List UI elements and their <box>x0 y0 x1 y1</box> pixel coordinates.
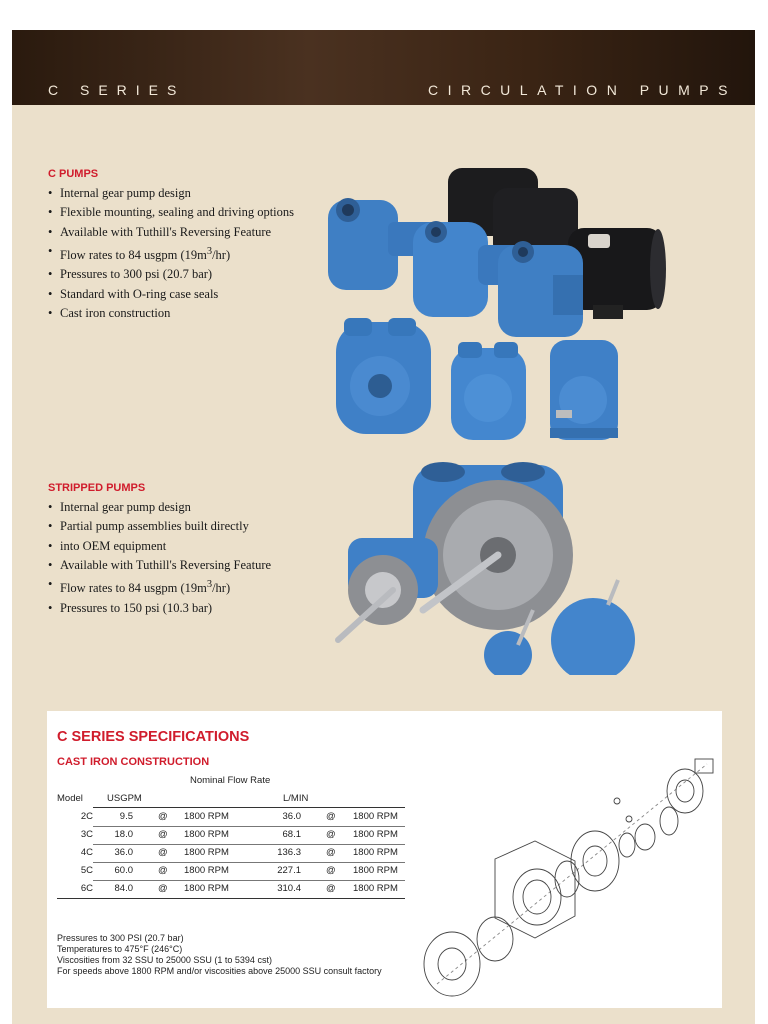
model-cell: 2C <box>80 811 93 822</box>
seal <box>619 833 635 857</box>
pump-casing <box>495 841 575 938</box>
feature-item: • Partial pump assemblies built directly <box>48 517 271 536</box>
usgpm-cell: 84.0 <box>114 883 133 894</box>
bearing <box>635 824 655 850</box>
at-symbol: @ <box>158 865 168 876</box>
c-pumps-photo <box>318 150 668 440</box>
feature-item <box>48 242 294 265</box>
table-row <box>57 862 405 880</box>
header-usgpm: USGPM <box>107 793 142 804</box>
flow-rate-unit: /hr) <box>212 248 231 263</box>
rpm-cell: 1800 RPM <box>184 883 229 894</box>
lmin-cell: 310.4 <box>277 883 301 894</box>
table-row <box>57 808 405 826</box>
at-symbol: @ <box>326 829 336 840</box>
rpm-cell: 1800 RPM <box>184 847 229 858</box>
flow-rate-text: Flow rates to 84 usgpm (19m <box>60 248 207 263</box>
superscript: 3 <box>206 245 213 257</box>
header-model: Model <box>57 793 83 804</box>
category-title: CIRCULATION PUMPS <box>427 82 737 98</box>
lmin-cell: 68.1 <box>282 829 301 840</box>
specifications-title: C SERIES SPECIFICATIONS <box>57 729 250 745</box>
nominal-flow-rate-label: Nominal Flow Rate <box>190 775 271 786</box>
page <box>12 30 755 1024</box>
rpm-cell: 1800 RPM <box>353 883 398 894</box>
at-symbol: @ <box>158 811 168 822</box>
pump-cover <box>551 598 635 675</box>
stripped-pumps-heading: STRIPPED PUMPS <box>48 482 146 494</box>
table-row <box>57 880 405 899</box>
bracket <box>667 769 703 813</box>
feature-item: • Standard with O-ring case seals <box>48 285 294 304</box>
table-header <box>57 790 405 808</box>
rpm-cell: 1800 RPM <box>353 829 398 840</box>
flow-rate-text: Flow rates to 84 usgpm (19m <box>60 581 207 596</box>
table-row <box>57 844 405 862</box>
retaining-ring <box>660 807 678 835</box>
feature-item: • Available with Tuthill's Reversing Feature <box>48 556 271 575</box>
lmin-cell: 36.0 <box>282 811 301 822</box>
at-symbol: @ <box>326 847 336 858</box>
feature-item-continued: • into OEM equipment <box>48 537 271 556</box>
lmin-cell: 227.1 <box>277 865 301 876</box>
rpm-cell: 1800 RPM <box>353 865 398 876</box>
feature-item: • Flexible mounting, sealing and driving options <box>48 203 294 222</box>
pump-head-2 <box>413 222 488 317</box>
model-cell: 3C <box>80 829 93 840</box>
usgpm-cell: 9.5 <box>119 811 133 822</box>
specifications-table <box>57 790 405 899</box>
model-cell: 4C <box>80 847 93 858</box>
usgpm-cell: 36.0 <box>114 847 133 858</box>
c-pumps-feature-list <box>48 184 294 323</box>
at-symbol: @ <box>326 865 336 876</box>
flow-rate-unit: /hr) <box>212 581 231 596</box>
rear-cover <box>424 932 480 996</box>
specifications-subtitle: CAST IRON CONSTRUCTION <box>57 756 210 768</box>
feature-item: • Pressures to 300 psi (20.7 bar) <box>48 265 294 284</box>
model-cell: 6C <box>80 883 93 894</box>
note-line: Pressures to 300 PSI (20.7 bar) <box>57 933 184 943</box>
usgpm-cell: 18.0 <box>114 829 133 840</box>
specifications-panel <box>47 711 722 1008</box>
rpm-cell: 1800 RPM <box>184 829 229 840</box>
stripped-pumps-feature-list <box>48 498 271 618</box>
feature-item: • Internal gear pump design <box>48 184 294 203</box>
stripped-pumps-photo <box>318 460 638 675</box>
idler-gear <box>477 917 513 961</box>
rpm-cell: 1800 RPM <box>184 811 229 822</box>
small-pump-disc <box>484 631 532 675</box>
at-symbol: @ <box>158 829 168 840</box>
at-symbol: @ <box>158 883 168 894</box>
superscript: 3 <box>206 579 213 591</box>
note-line: Viscosities from 32 SSU to 25000 SSU (1 to 5394 cst) <box>57 955 272 965</box>
at-symbol: @ <box>158 847 168 858</box>
rpm-cell: 1800 RPM <box>353 847 398 858</box>
rpm-cell: 1800 RPM <box>184 865 229 876</box>
at-symbol: @ <box>326 883 336 894</box>
at-symbol: @ <box>326 811 336 822</box>
header-lmin: L/MIN <box>283 793 309 804</box>
header-banner <box>12 30 755 105</box>
exploded-view-diagram <box>417 739 717 1003</box>
lmin-cell: 136.3 <box>277 847 301 858</box>
feature-item: • Pressures to 150 psi (10.3 bar) <box>48 599 271 618</box>
note-line: Temperatures to 475°F (246°C) <box>57 944 183 954</box>
feature-item: • Internal gear pump design <box>48 498 271 517</box>
stripped-pumps-section <box>48 482 271 618</box>
feature-item: • Cast iron construction <box>48 304 294 323</box>
feature-item: • Available with Tuthill's Reversing Feature <box>48 223 294 242</box>
note-line: For speeds above 1800 RPM and/or viscosities above 25000 SSU consult factory <box>57 966 382 976</box>
model-cell: 5C <box>80 865 93 876</box>
series-title: C SERIES <box>48 82 186 98</box>
c-pumps-heading: C PUMPS <box>48 168 99 180</box>
table-row <box>57 826 405 844</box>
specification-notes <box>57 933 382 977</box>
usgpm-cell: 60.0 <box>114 865 133 876</box>
rpm-cell: 1800 RPM <box>353 811 398 822</box>
feature-item <box>48 575 271 598</box>
c-pumps-section <box>48 168 294 323</box>
head-plate <box>571 831 619 891</box>
